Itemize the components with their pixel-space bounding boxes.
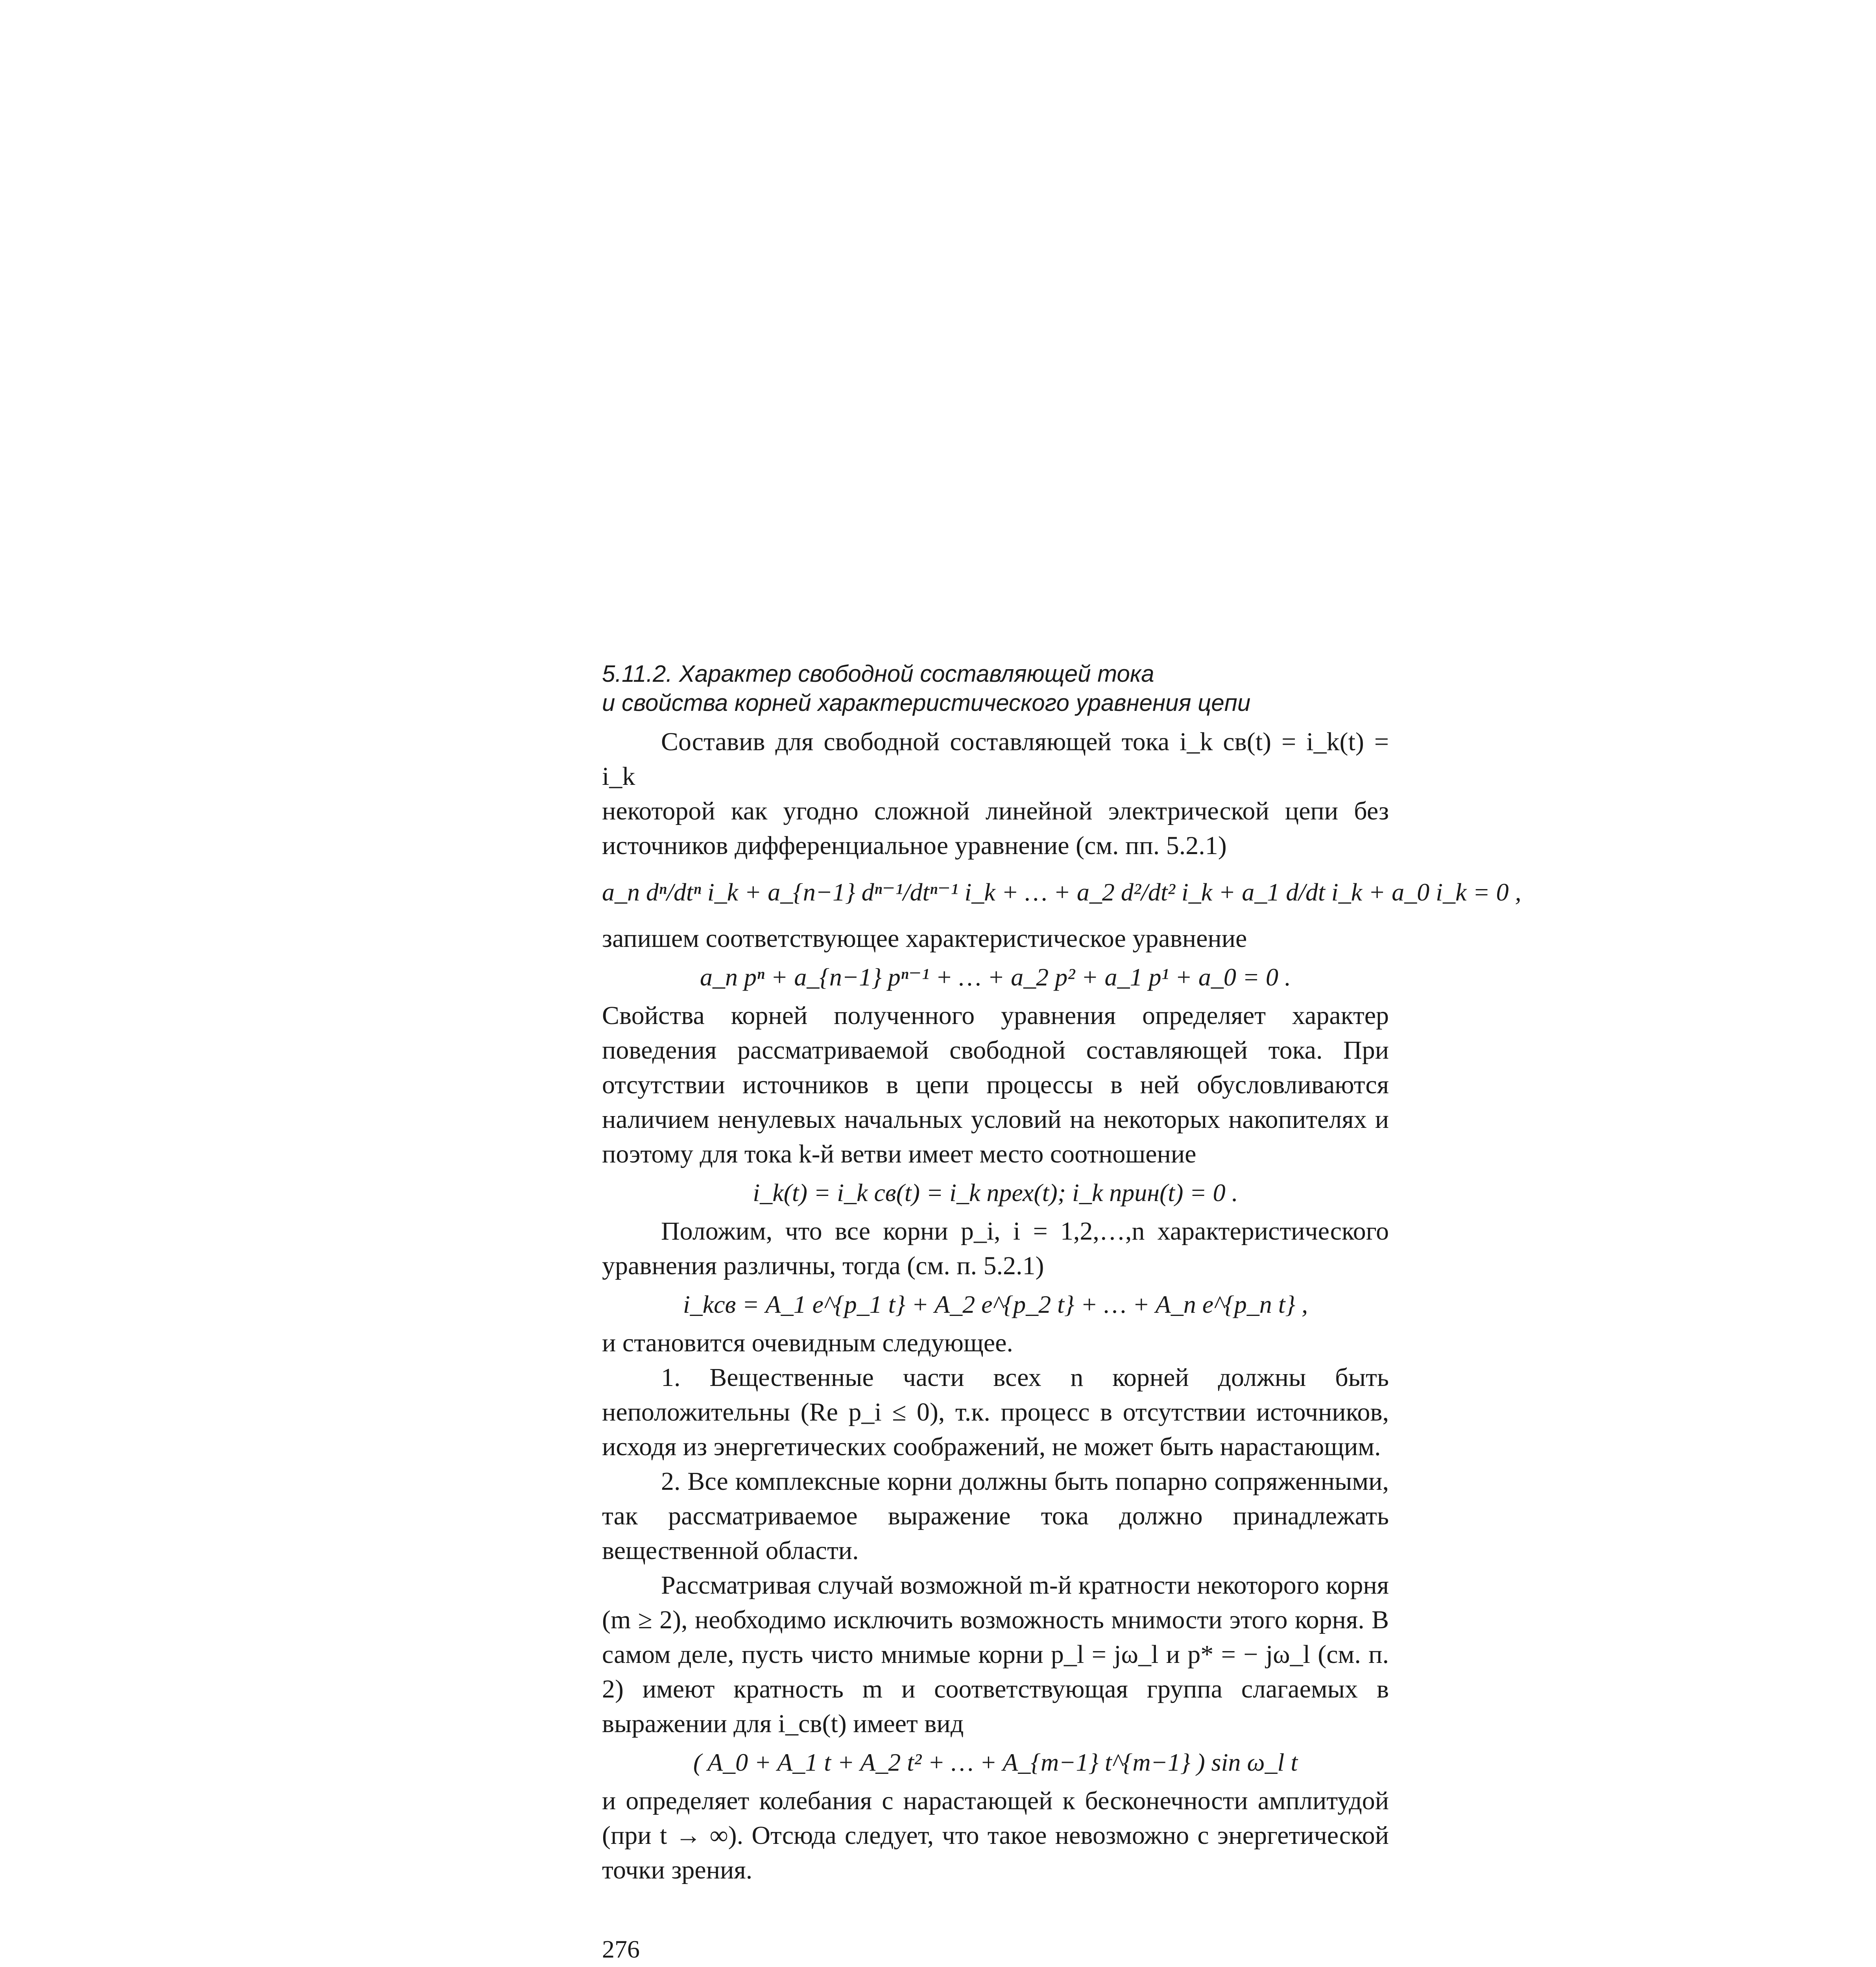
paragraph-char-eq-intro: запишем соответствующее характеристическое уравнение bbox=[602, 924, 1247, 953]
document-page bbox=[602, 659, 1521, 1964]
paragraph-intro-line: Составив для свободной составляющей тока i_k св(t) = i_k(t) = i_k bbox=[602, 727, 1389, 791]
heading-line-1: 5.11.2. Характер свободной составляющей тока bbox=[602, 661, 1154, 687]
paragraph-multiple-roots: Рассматривая случай возможной m-й кратности некоторого корня (m ≥ 2), необходимо исключить возможность мнимости этого корня. В самом деле, пусть чисто мнимые корни p_l = jω_l и p* = − jω_l (см. п. 2) имеют кратность m и соответствующая группа слагаемых в выражении для i_св(t) имеет вид bbox=[602, 1571, 1389, 1738]
section-heading bbox=[602, 659, 1389, 718]
paragraph-point-2: 2. Все комплексные корни должны быть попарно сопряженными, так рассматриваемое выражение тока должно принадлежать вещественной области. bbox=[602, 1467, 1389, 1565]
page-number: 276 bbox=[602, 1935, 640, 1963]
free-component-solution: i_kсв = A_1 e^{p_1 t} + A_2 e^{p_2 t} + … + A_n e^{p_n t} , bbox=[683, 1290, 1308, 1318]
paragraph-intro: некоторой как угодно сложной линейной электрической цепи без источников дифференциальное уравнение (см. пп. 5.2.1) bbox=[602, 797, 1389, 860]
paragraph-conclusion-intro: и становится очевидным следующее. bbox=[602, 1329, 1013, 1357]
heading-line-2: и свойства корней характеристического уравнения цепи bbox=[602, 690, 1251, 716]
characteristic-equation: a_n pⁿ + a_{n−1} pⁿ⁻¹ + … + a_2 p² + a_1 p¹ + a_0 = 0 . bbox=[700, 963, 1291, 991]
paragraph-final: и определяет колебания с нарастающей к бесконечности амплитудой (при t → ∞). Отсюда следует, что такое невозможно с энергетической точки зрения. bbox=[602, 1786, 1389, 1884]
current-relation-formula: i_k(t) = i_k св(t) = i_k прех(t); i_k прин(t) = 0 . bbox=[753, 1179, 1238, 1207]
paragraph-point-1: 1. Вещественные части всех n корней должны быть неположительны (Re p_i ≤ 0), т.к. процесс в отсутствии источников, исходя из энергетических соображений, не может быть нарастающим. bbox=[602, 1363, 1389, 1461]
differential-equation: a_n dⁿ/dtⁿ i_k + a_{n−1} dⁿ⁻¹/dtⁿ⁻¹ i_k + … + a_2 d²/dt² i_k + a_1 d/dt i_k + a_0 i_k = 0 , bbox=[602, 878, 1521, 906]
multiple-root-expression: ( A_0 + A_1 t + A_2 t² + … + A_{m−1} t^{m−1} ) sin ω_l t bbox=[693, 1748, 1298, 1776]
paragraph-roots-properties: Свойства корней полученного уравнения определяет характер поведения рассматриваемой свободной составляющей тока. При отсутствии источников в цепи процессы в ней обусловливаются наличием ненулевых начальных условий на некоторых накопителях и поэтому для тока k-й ветви имеет место соотношение bbox=[602, 1001, 1389, 1168]
paragraph-distinct-roots: Положим, что все корни p_i, i = 1,2,…,n характеристического уравнения различны, тогда (см. п. 5.2.1) bbox=[602, 1217, 1389, 1280]
